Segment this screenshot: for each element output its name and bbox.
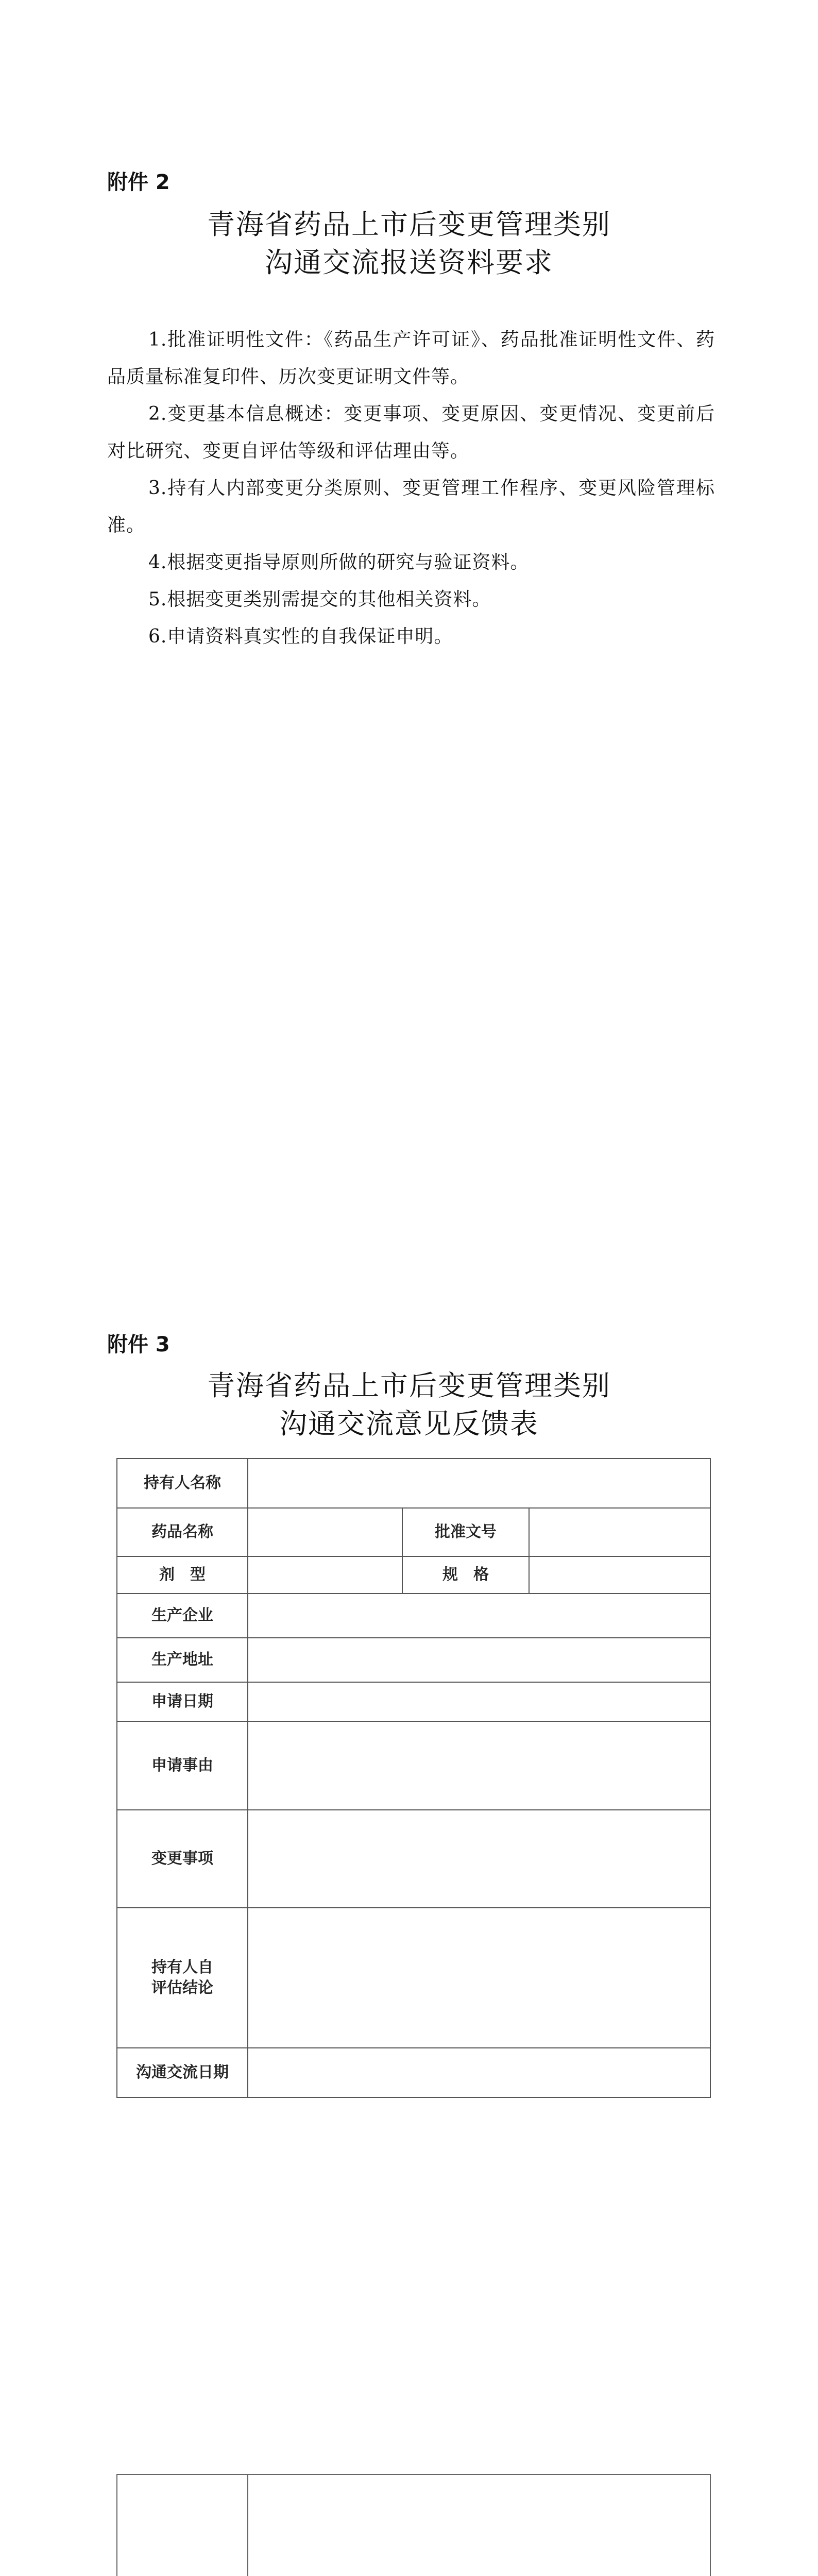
attachment-3-title-line2: 沟通交流意见反馈表 — [279, 1408, 539, 1440]
production-address-label: 生产地址 — [117, 1638, 248, 1682]
communication-date-label: 沟通交流日期 — [117, 2048, 248, 2097]
table-row — [117, 2048, 710, 2097]
attachment-3-title-line1: 青海省药品上市后变更管理类别 — [207, 1369, 611, 1402]
change-items-field[interactable] — [248, 1810, 710, 1908]
communication-result-label — [117, 2475, 248, 2576]
manufacturer-label: 生产企业 — [117, 1594, 248, 1638]
self-evaluation-label-line1: 持有人自 — [151, 1958, 213, 1976]
self-evaluation-field[interactable] — [248, 1908, 710, 2048]
table-row — [117, 1638, 710, 1682]
attachment-2-title-line1: 青海省药品上市后变更管理类别 — [207, 208, 611, 241]
feedback-form-table — [116, 1458, 711, 2098]
approval-no-field[interactable] — [529, 1508, 710, 1556]
requirement-item-2: 2.变更基本信息概述：变更事项、变更原因、变更情况、变更前后对比研究、变更自评估等级和评估理由等。 — [107, 403, 715, 462]
table-row — [117, 1908, 710, 2048]
specification-field[interactable] — [529, 1556, 710, 1594]
requirements-list — [107, 321, 715, 655]
attachment-3-label: 附件 3 — [107, 1333, 170, 1357]
table-row — [117, 1810, 710, 1908]
application-reason-field[interactable] — [248, 1721, 710, 1810]
self-evaluation-label-line2: 评估结论 — [151, 1979, 213, 1997]
requirement-item-4: 4.根据变更指导原则所做的研究与验证资料。 — [148, 552, 530, 573]
table-row — [117, 1556, 710, 1594]
table-row — [117, 1682, 710, 1721]
table-row — [117, 1721, 710, 1810]
dosage-form-label: 剂 型 — [117, 1556, 248, 1594]
drug-name-label: 药品名称 — [117, 1508, 248, 1556]
specification-label: 规 格 — [402, 1556, 529, 1594]
table-row — [117, 1594, 710, 1638]
application-reason-label: 申请事由 — [117, 1721, 248, 1810]
attachment-2-title-line2: 沟通交流报送资料要求 — [265, 246, 553, 279]
requirement-item-1: 1.批准证明性文件：《药品生产许可证》、药品批准证明性文件、药品质量标准复印件、历次变更证明文件等。 — [107, 329, 715, 387]
manufacturer-field[interactable] — [248, 1594, 710, 1638]
self-evaluation-label — [117, 1908, 248, 2048]
application-date-field[interactable] — [248, 1682, 710, 1721]
production-address-field[interactable] — [248, 1638, 710, 1682]
requirement-item-6: 6.申请资料真实性的自我保证申明。 — [148, 626, 453, 647]
application-date-label: 申请日期 — [117, 1682, 248, 1721]
dosage-form-field[interactable] — [248, 1556, 402, 1594]
table-row — [117, 1459, 710, 1508]
requirement-item-3: 3.持有人内部变更分类原则、变更管理工作程序、变更风险管理标准。 — [107, 478, 715, 536]
approval-no-label: 批准文号 — [402, 1508, 529, 1556]
holder-name-field[interactable] — [248, 1459, 710, 1508]
table-row — [117, 1508, 710, 1556]
requirement-item-5: 5.根据变更类别需提交的其他相关资料。 — [148, 589, 491, 610]
communication-result-field[interactable] — [248, 2475, 710, 2576]
drug-name-field[interactable] — [248, 1508, 402, 1556]
holder-name-label: 持有人名称 — [117, 1459, 248, 1508]
change-items-label: 变更事项 — [117, 1810, 248, 1908]
communication-result-box — [116, 2474, 711, 2576]
communication-date-field[interactable] — [248, 2048, 710, 2097]
attachment-2-label: 附件 2 — [107, 171, 170, 194]
